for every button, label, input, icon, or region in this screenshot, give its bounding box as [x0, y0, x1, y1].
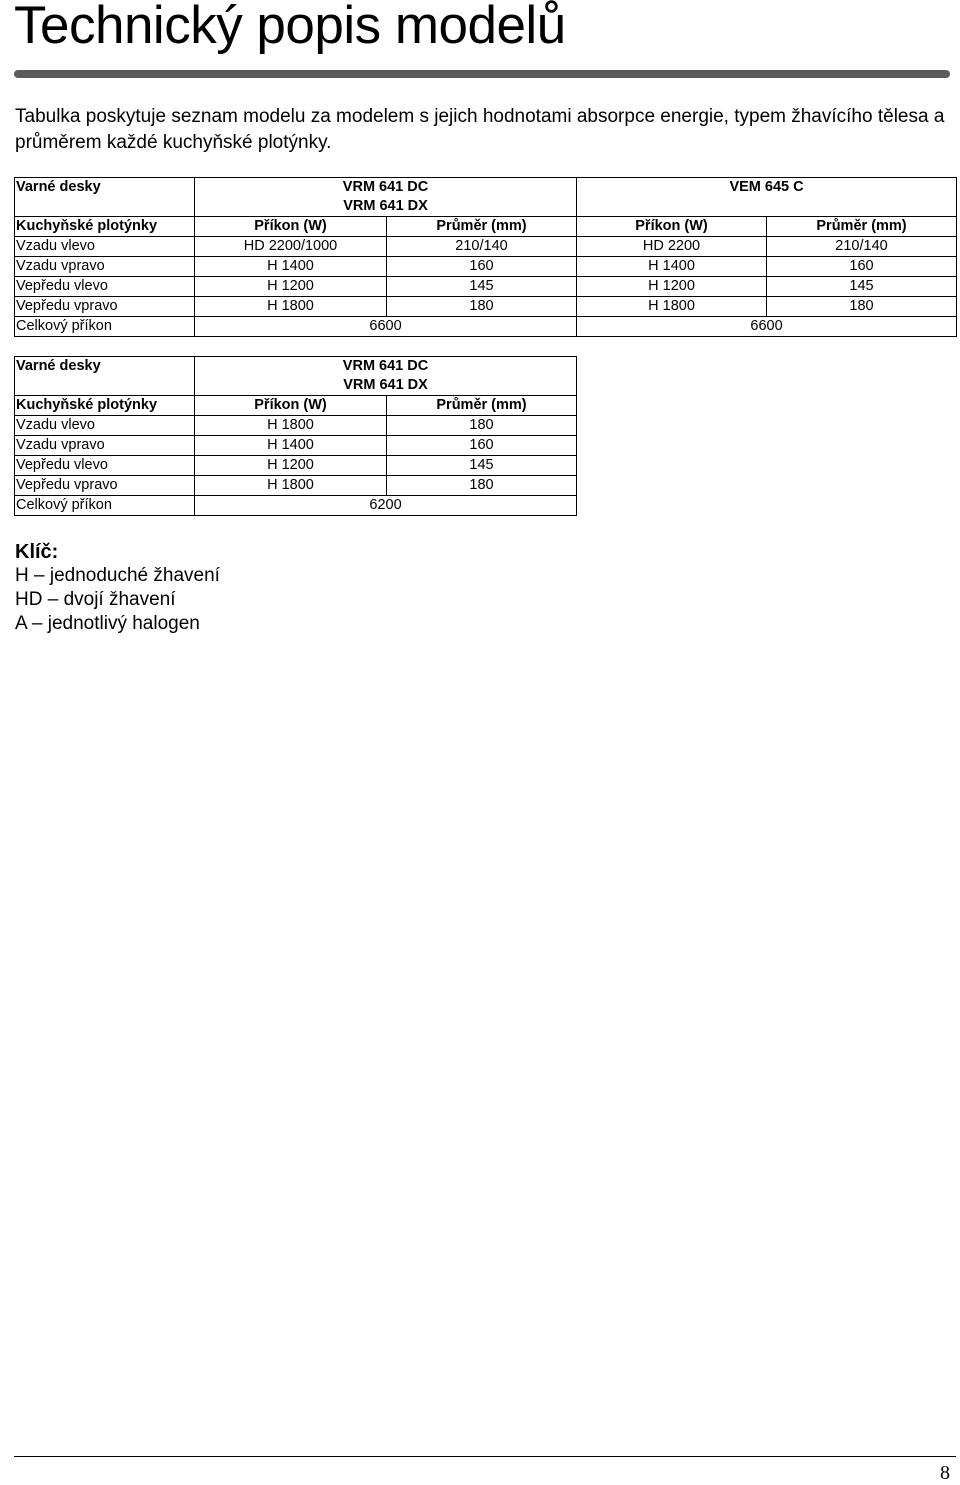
- table-row: [15, 297, 957, 317]
- hob-header: Varné desky: [15, 178, 195, 217]
- table-row: [15, 456, 577, 476]
- key-item: A – jednotlivý halogen: [15, 613, 200, 634]
- diameter-cell: 210/140: [767, 237, 957, 257]
- page-number: 8: [940, 1462, 950, 1484]
- power-cell: H 1200: [577, 277, 767, 297]
- table-row: [15, 416, 577, 436]
- total-label: Celkový příkon: [15, 317, 195, 337]
- zone-cell: Vzadu vpravo: [15, 257, 195, 277]
- key-item: HD – dvojí žhavení: [15, 589, 176, 610]
- table-row: [15, 237, 957, 257]
- diameter-cell: 160: [387, 257, 577, 277]
- key-legend: [15, 540, 220, 636]
- zone-cell: Vzadu vpravo: [15, 436, 195, 456]
- diameter-cell: 145: [387, 277, 577, 297]
- model-a-header: [195, 178, 577, 217]
- total-a-cell: 6600: [195, 317, 577, 337]
- total-b-cell: 6600: [577, 317, 957, 337]
- power-cell: H 1400: [195, 257, 387, 277]
- power-cell: H 1800: [195, 416, 387, 436]
- model-a-line2: VRM 641 DX: [343, 198, 428, 214]
- power-header: Příkon (W): [195, 217, 387, 237]
- diameter-cell: 180: [387, 297, 577, 317]
- table-row: [15, 277, 957, 297]
- page-title: Technický popis modelů: [14, 0, 566, 55]
- zone-cell: Vzadu vlevo: [15, 416, 195, 436]
- power-cell: H 1400: [577, 257, 767, 277]
- zone-header: Kuchyňské plotýnky: [15, 396, 195, 416]
- key-item: H – jednoduché žhavení: [15, 565, 220, 586]
- diameter-header: Průměr (mm): [387, 217, 577, 237]
- zone-cell: Vepředu vlevo: [15, 456, 195, 476]
- model-line1: VRM 641 DC: [342, 358, 429, 374]
- model-line2: VRM 641 DX: [343, 377, 428, 393]
- total-label: Celkový příkon: [15, 496, 195, 516]
- power-cell: H 1800: [577, 297, 767, 317]
- table-row: [15, 257, 957, 277]
- model-a-line1: VRM 641 DC: [342, 179, 429, 195]
- diameter-cell: 160: [387, 436, 577, 456]
- power-cell: HD 2200: [577, 237, 767, 257]
- table-row: [15, 357, 577, 396]
- diameter-cell: 160: [767, 257, 957, 277]
- power-cell: H 1800: [195, 476, 387, 496]
- total-cell: 6200: [195, 496, 577, 516]
- table-row: [15, 217, 957, 237]
- zone-cell: Vzadu vlevo: [15, 237, 195, 257]
- power-header: Příkon (W): [195, 396, 387, 416]
- diameter-header: Průměr (mm): [387, 396, 577, 416]
- power-cell: H 1200: [195, 456, 387, 476]
- diameter-cell: 180: [387, 416, 577, 436]
- table-row: [15, 496, 577, 516]
- diameter-cell: 180: [767, 297, 957, 317]
- model-b-header: VEM 645 C: [577, 178, 957, 217]
- hob-header: Varné desky: [15, 357, 195, 396]
- zone-header: Kuchyňské plotýnky: [15, 217, 195, 237]
- footer-rule: [14, 1456, 956, 1457]
- diameter-cell: 145: [767, 277, 957, 297]
- title-underline: [14, 70, 950, 78]
- models-table-1: [14, 177, 957, 337]
- power-cell: H 1800: [195, 297, 387, 317]
- zone-cell: Vepředu vpravo: [15, 297, 195, 317]
- table-row: [15, 178, 957, 217]
- intro-paragraph: Tabulka poskytuje seznam modelu za modelem s jejich hodnotami absorpce energie, typem žhavícího tělesa a průměrem každé kuchyňské plotýnky.: [15, 106, 945, 153]
- power-header: Příkon (W): [577, 217, 767, 237]
- power-cell: HD 2200/1000: [195, 237, 387, 257]
- diameter-cell: 210/140: [387, 237, 577, 257]
- power-cell: H 1400: [195, 436, 387, 456]
- table-row: [15, 317, 957, 337]
- power-cell: H 1200: [195, 277, 387, 297]
- zone-cell: Vepředu vpravo: [15, 476, 195, 496]
- table-row: [15, 436, 577, 456]
- models-table-2: [14, 356, 577, 516]
- key-title: Klíč:: [15, 541, 59, 563]
- diameter-header: Průměr (mm): [767, 217, 957, 237]
- model-header: [195, 357, 577, 396]
- diameter-cell: 145: [387, 456, 577, 476]
- diameter-cell: 180: [387, 476, 577, 496]
- table-row: [15, 476, 577, 496]
- zone-cell: Vepředu vlevo: [15, 277, 195, 297]
- table-row: [15, 396, 577, 416]
